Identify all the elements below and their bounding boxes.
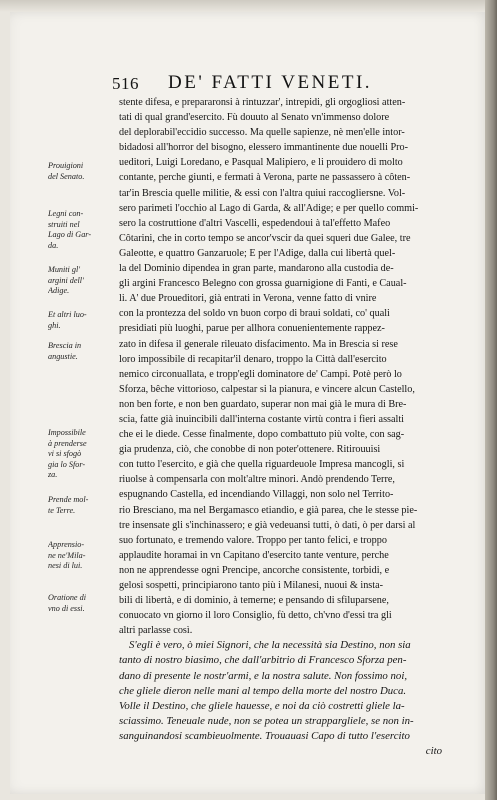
marginal-note-line: Oratione di	[48, 593, 86, 602]
text-line: stente difesa, e prepararonsi à rintuzzar', intrepidi, gli orgogliosi atten-	[119, 97, 406, 108]
speech-paragraph	[119, 638, 466, 744]
marginal-note-line: za.	[48, 470, 58, 479]
text-line: del deplorabil'eccidio successo. Ma quelle sapienze, nè men'elle intor-	[119, 127, 405, 139]
marginal-note-line: vno di essi.	[48, 603, 85, 613]
marginal-note	[48, 341, 116, 362]
text-line: riuolse à compensarla con molt'altre minori. Andò prendendo Terre,	[119, 474, 395, 486]
speech-line: che gliele dieron nelle mani al tempo della morte del nostro Duca.	[119, 684, 407, 697]
text-line: applaudite horamai in vn Capitano d'esercito tante venture, perche	[119, 549, 389, 561]
text-line: scia, fatte già inuincibili dall'interna costante virtù contra i fieri assalti	[119, 413, 405, 425]
marginal-note	[48, 593, 116, 614]
text-line: la del Dominio dipendea in gran parte, mandarono alla custodia de-	[119, 263, 394, 275]
speech-line: Volle il Destino, che gliele hauesse, e noi da ciò costretti gliele la-	[119, 699, 405, 712]
marginal-note-line: Legni con-	[48, 209, 84, 218]
marginal-note-line: à prenderse	[48, 438, 87, 448]
speech-line: S'egli è vero, ò miei Signori, che la necessità sia Destino, non sia	[129, 639, 411, 652]
marginal-note-line: da.	[48, 240, 59, 250]
marginal-note-line: argini dell'	[48, 275, 84, 285]
marginal-note-line: Impossibile	[48, 428, 86, 437]
marginal-note-line: Adige.	[48, 286, 70, 295]
text-line: con tutto l'esercito, e già che quella riguardeuole Impresa mancogli, si	[119, 459, 405, 471]
text-line: conuocato vn giorno il loro Consiglio, fù detto, ch'vno d'essi tra gli	[119, 610, 392, 622]
marginal-note-line: struiti nel	[48, 219, 80, 229]
marginal-note-line: Et altri luo-	[48, 310, 87, 319]
marginal-note-line: Prouigioni	[48, 161, 84, 170]
marginal-note-line: angustie.	[48, 351, 78, 361]
text-line: presidiati più luoghi, parue per allhora conuenientemente rappez-	[119, 323, 385, 335]
marginal-note-line: Apprensio-	[48, 540, 85, 549]
text-line: espugnando Castella, ed incendiando Villaggi, non solo nel Territo-	[119, 489, 394, 501]
text-line: gelosi sospetti, principiarono tanto più i Milanesi, nuoui & insta-	[119, 580, 383, 591]
marginal-note	[48, 310, 116, 331]
text-line: nemico circonuallata, e tropp'egli dominatore de' Campi. Potè però lo	[119, 368, 402, 380]
marginal-note	[48, 209, 116, 251]
marginal-note-line: del Senato.	[48, 171, 85, 181]
catchword: cito	[425, 745, 442, 758]
speech-line: sciassimo. Teneuale nude, non se potea un strappargliele, se non in-	[119, 714, 414, 727]
body-paragraph	[119, 95, 466, 638]
text-line: li. A' due Proueditori, già entrati in Verona, venne fatto di vnire	[119, 293, 377, 305]
text-line: non ben forte, e non ben guardato, superar non mai già le mura di Bre-	[119, 398, 407, 410]
marginal-note	[48, 265, 116, 297]
marginal-note-line: gia lo Sfor-	[48, 459, 86, 469]
page-number: 516	[112, 74, 139, 93]
text-line: non ne apprendesse ogni Prencipe, ancorche consistente, torbidi, e	[119, 564, 390, 576]
top-shadow	[0, 0, 497, 12]
text-line: ueditori, Luigi Loredano, e Pasqual Malipiero, e li prouidero di molto	[119, 157, 403, 169]
text-line: gia prudenza, ciò, che conobbe di non poter'ottenere. Ritirouuisi	[119, 444, 381, 456]
text-line: tati di qual grand'esercito. Fù douuto al Senato vn'immenso dolore	[119, 112, 390, 124]
marginal-note	[48, 428, 116, 481]
text-line: altri parlasse così.	[119, 625, 193, 637]
text-line: bidadosi all'horror del bisogno, elessero immantinente due nouelli Pro-	[119, 142, 409, 154]
text-line: che ei le diede. Cesse finalmente, dopo combattuto più volte, con sag-	[119, 429, 405, 441]
text-line: sero parimeti l'occhio al Lago di Garda, & all'Adige; e per quello commi-	[119, 202, 419, 214]
page-edge-shadow	[485, 0, 497, 800]
speech-line: sanguinandosi scambieuolmente. Trouauasi Capo di tutto l'esercito	[119, 729, 410, 742]
text-line: Sforza, bêche vittorioso, calpestar si la pianura, e vincere alcun Castello,	[119, 383, 415, 395]
marginal-note-line: ghi.	[48, 320, 61, 330]
text-line: tre insensate gli s'inchinassero; e già vedeuansi tutti, ò dati, ò per darsi al	[119, 519, 416, 531]
text-line: gli argini Francesco Belegno con grossa guarnigione di Fanti, e Caual-	[119, 278, 407, 290]
speech-line: tanto di nostro biasimo, che dall'arbitrio di Francesco Sforza pen-	[119, 654, 407, 667]
marginal-note-line: te Terre.	[48, 505, 76, 515]
text-line: rio Bresciano, ma nel Bergamasco etiandio, e già parea, che le stesse pie-	[119, 504, 418, 516]
text-line: zato in difesa il generale rileuato disfacimento. Ma in Brescia si rese	[119, 338, 398, 350]
text-line: contante, perche giunti, e fermati à Verona, parte ne passassero à côten-	[119, 172, 411, 184]
text-line: suo fortunato, e tremendo valore. Troppo per tanto felici, e troppo	[119, 534, 387, 546]
marginal-note-line: vi si sfogò	[48, 449, 82, 458]
text-line: tar'in Brescia quelle militie, & essi con l'altra quiui raccogliersne. Vol-	[119, 187, 406, 199]
text-line: Galeotte, e quattro Ganzaruole; E per l'Adige, dalla cui libertà quel-	[119, 247, 396, 259]
running-title: DE' FATTI VENETI.	[168, 72, 373, 93]
marginal-note-line: nesi di lui.	[48, 561, 83, 570]
marginal-note-line: ne ne'Mila-	[48, 550, 86, 560]
marginal-note-line: Lago di Gar-	[48, 230, 92, 239]
speech-line: dano di presente le nostr'armi, e la nostra salute. Non fossimo noi,	[119, 669, 408, 682]
marginal-note	[48, 495, 116, 516]
text-line: sero la costruttione d'altri Vascelli, espedendoui à tal'effetto Mafeo	[119, 217, 391, 229]
text-line: loro impossibile di recapitar'il denaro, troppo la Città dall'esercito	[119, 353, 387, 365]
marginal-note	[48, 161, 116, 182]
text-line: Côtarini, che in corto tempo se ancor'vscir da quei squeri due Galee, tre	[119, 232, 411, 244]
marginal-note-line: Muniti gl'	[48, 265, 80, 274]
text-line: con la prontezza del soldo vn buon corpo di braui soldati, co' quali	[119, 308, 390, 320]
marginal-note-line: Brescia in	[48, 341, 82, 350]
text-line: bili di libertà, e di dominio, à temerne; e pensando di sfiluparsene,	[119, 595, 389, 607]
main-text-block	[119, 95, 466, 759]
marginal-note-line: Prende mol-	[48, 495, 89, 504]
marginal-note	[48, 540, 116, 572]
